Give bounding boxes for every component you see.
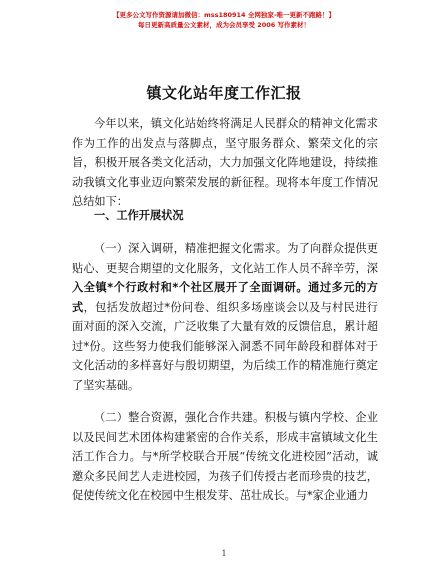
subsection-1-text-start: （一）深入调研，精准把握文化需求。为了向群众提供更贴心、更契合期望的文化服务，文化站工作人员不辞辛劳，深 <box>72 242 378 275</box>
subsection-1-bold-text: 入全镇*个行政村和*个社区展开了全面调研。通过多元的方式 <box>72 281 378 314</box>
intro-paragraph: 今年以来，镇文化站始终将满足人民群众的精神文化需求作为工作的出发点与落脚点，坚守服务群众、繁荣文化的宗旨，积极开展各类文化活动，大力加强文化阵地建设，持续推动我镇文化事业迈向繁荣发展的新征程。现将本年度工作情况总结如下： <box>72 117 378 208</box>
section-heading-work-status: 一、工作开展状况 <box>94 209 184 222</box>
promo-banner-line-1: 【更多公文写作资源请加微信：mss180914 全网独家-唯一更新不跑路！】 <box>112 11 336 19</box>
document-title: 镇文化站年度工作汇报 <box>146 84 302 102</box>
subsection-2-paragraph: （二）整合资源，强化合作共建。积极与镇内学校、企业以及民间艺术团体构建紧密的合作关系，形成丰富镇域文化生活工作合力。与*所学校联合开展“传统文化进校园”活动，诚邀众多民间艺人走进校园，为孩子们传授古老而珍贵的技艺，促使传统文化在校园中生根发芽、茁壮成长。与*家企业通力 <box>72 411 378 502</box>
subsection-1-paragraph <box>72 239 378 395</box>
page-number: 1 <box>221 549 227 558</box>
promo-banner-line-2: 每日更新高质量公文素材，成为会员享受 2006 写作素材！ <box>137 21 311 29</box>
subsection-1-text-end: ，包括发放超过*份问卷、组织多场座谈会以及与村民进行面对面的深入交流，广泛收集了大量有效的反馈信息，累计超过*份。这些努力使我们能够深入洞悉不同年龄段和群体对于文化活动的多样喜好与殷切期望，为后续工作的精准施行奠定了坚实基础。 <box>72 300 378 392</box>
